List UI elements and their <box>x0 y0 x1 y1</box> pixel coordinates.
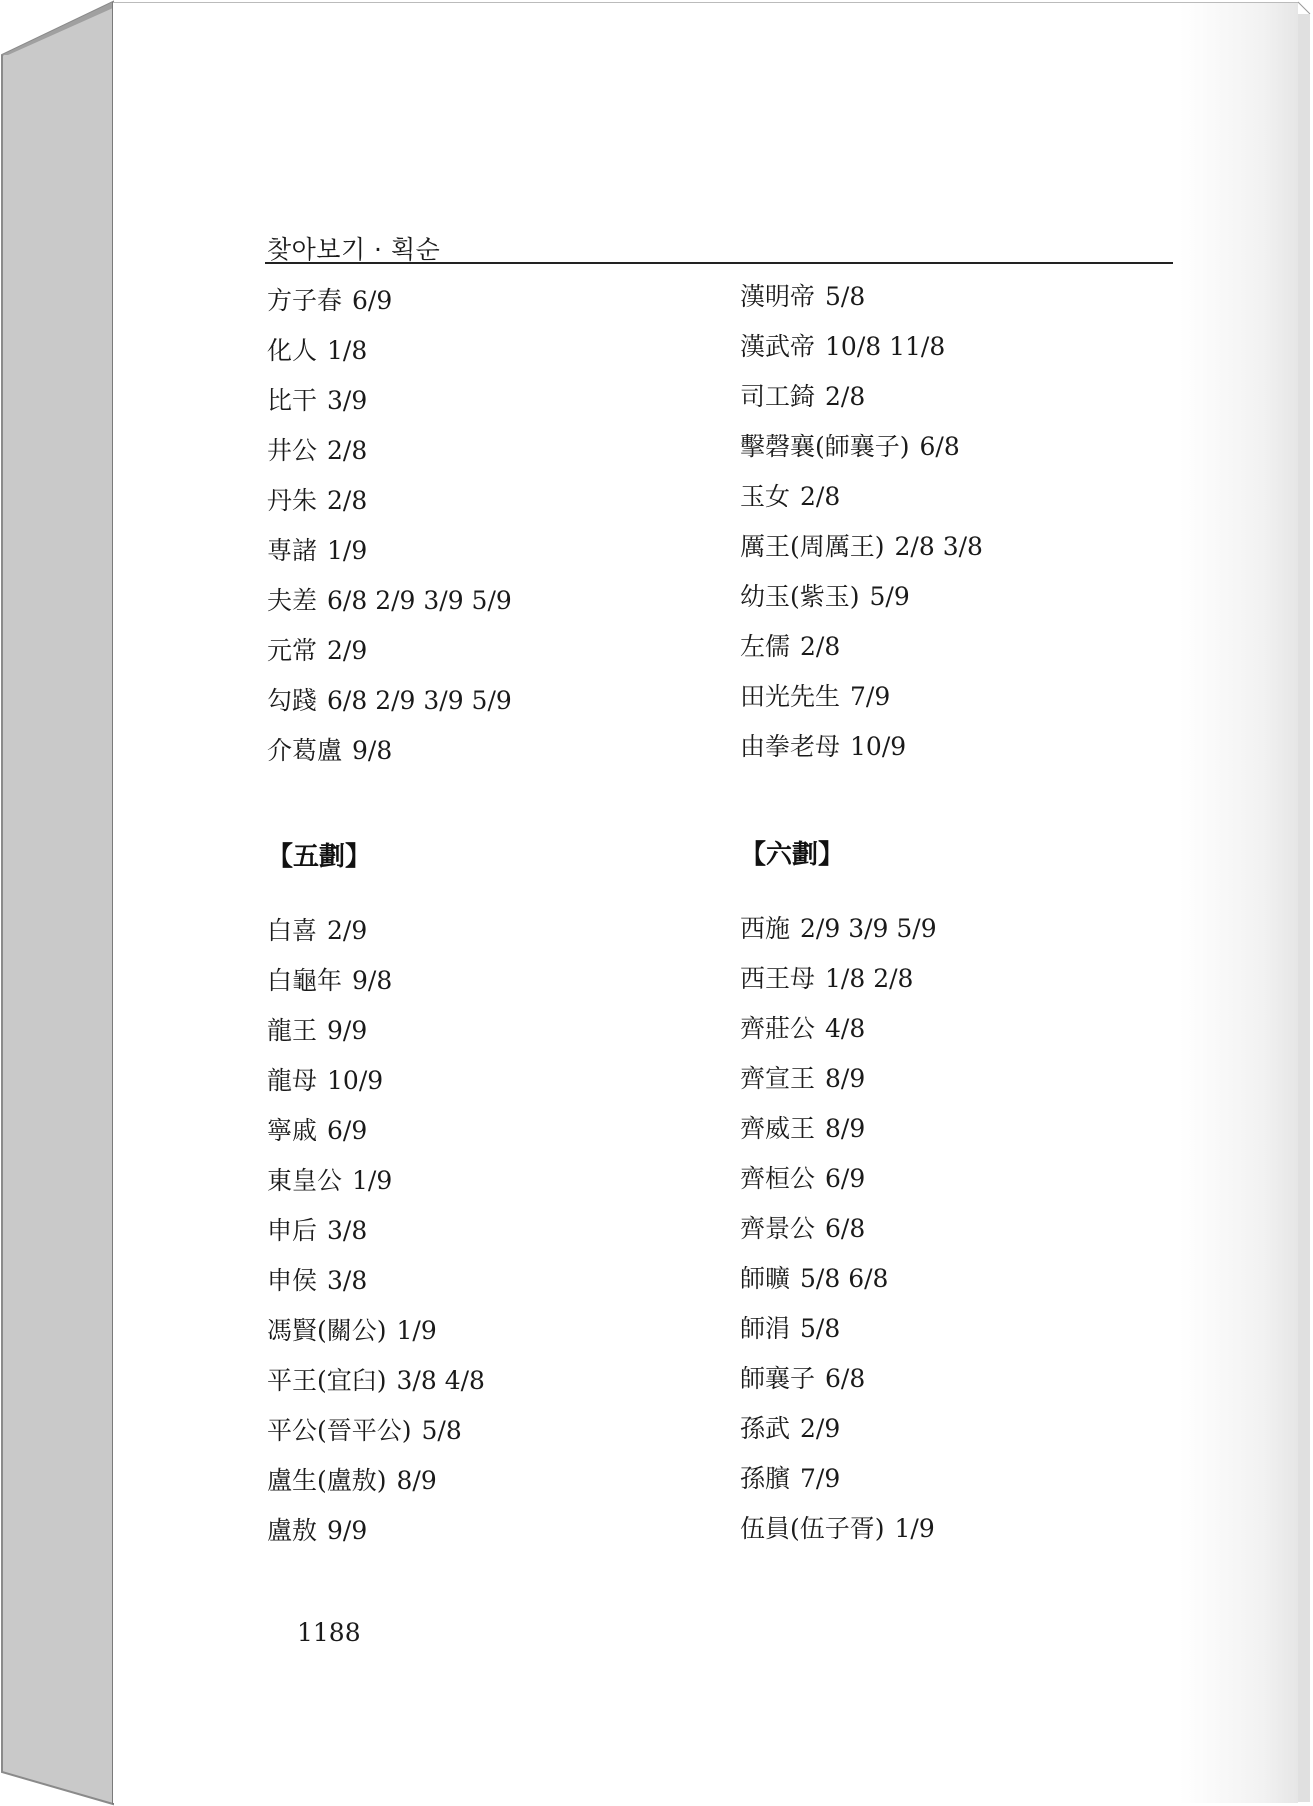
entry-name: 方子春 <box>267 286 343 315</box>
entry-pages: 3/8 <box>327 1266 368 1295</box>
entry-name: 平公(晉平公) <box>267 1416 412 1445</box>
entry-pages: 1/8 2/8 <box>825 964 914 993</box>
index-entry <box>267 686 512 716</box>
section-heading: 【六劃】 <box>740 840 845 870</box>
entry-pages: 6/8 2/9 3/9 5/9 <box>327 586 512 615</box>
entry-pages: 6/9 <box>327 1116 368 1145</box>
index-entry <box>267 1266 367 1296</box>
index-entry <box>267 1466 437 1496</box>
index-entry <box>267 1116 367 1146</box>
entry-name: 元常 <box>267 636 318 665</box>
entry-name: 盧敖 <box>267 1516 318 1545</box>
index-entry <box>267 1216 367 1246</box>
index-entry <box>267 1516 367 1546</box>
entry-name: 夫差 <box>267 586 318 615</box>
entry-pages: 2/8 3/8 <box>894 532 983 561</box>
entry-name: 盧生(盧敖) <box>267 1466 387 1495</box>
entry-pages: 3/8 4/8 <box>396 1366 485 1395</box>
entry-pages: 8/9 <box>396 1466 437 1495</box>
index-entry <box>740 482 840 512</box>
index-entry <box>740 914 937 944</box>
index-entry <box>740 1314 840 1344</box>
entry-name: 齊莊公 <box>740 1014 816 1043</box>
index-entry <box>740 732 906 762</box>
entry-name: 齊宣王 <box>740 1064 816 1093</box>
entry-name: 龍母 <box>267 1066 318 1095</box>
entry-name: 龍王 <box>267 1016 318 1045</box>
entry-pages: 2/8 <box>825 382 866 411</box>
entry-name: 孫臏 <box>740 1464 791 1493</box>
entry-pages: 2/8 <box>327 486 368 515</box>
header-rule <box>265 262 1173 264</box>
index-entry <box>267 1316 437 1346</box>
entry-pages: 10/9 <box>850 732 907 761</box>
entry-name: 丹朱 <box>267 486 318 515</box>
entry-pages: 1/9 <box>352 1166 393 1195</box>
index-entry <box>267 386 367 416</box>
index-entry <box>267 966 392 996</box>
entry-name: 司工錡 <box>740 382 816 411</box>
entry-pages: 8/9 <box>825 1064 866 1093</box>
entry-pages: 5/9 <box>869 582 910 611</box>
entry-pages: 6/8 <box>825 1214 866 1243</box>
index-entry <box>740 682 890 712</box>
entry-pages: 7/9 <box>850 682 891 711</box>
index-entry <box>267 486 367 516</box>
index-entry <box>740 1414 840 1444</box>
entry-pages: 2/9 <box>327 916 368 945</box>
entry-name: 孫武 <box>740 1414 791 1443</box>
entry-name: 西王母 <box>740 964 816 993</box>
entry-pages: 2/8 <box>800 482 841 511</box>
entry-pages: 6/8 <box>825 1364 866 1393</box>
index-entry <box>267 1416 462 1446</box>
entry-name: 左儒 <box>740 632 791 661</box>
index-entry <box>740 1264 888 1294</box>
entry-pages: 6/8 2/9 3/9 5/9 <box>327 686 512 715</box>
index-entry <box>740 1214 865 1244</box>
entry-pages: 6/9 <box>825 1164 866 1193</box>
index-entry <box>267 1016 367 1046</box>
index-entry <box>267 436 367 466</box>
entry-name: 漢明帝 <box>740 282 816 311</box>
entry-name: 玉女 <box>740 482 791 511</box>
index-entry <box>740 1364 865 1394</box>
entry-name: 幼玉(紫玉) <box>740 582 860 611</box>
index-entry <box>740 1164 865 1194</box>
entry-pages: 2/9 <box>800 1414 841 1443</box>
entry-name: 厲王(周厲王) <box>740 532 885 561</box>
entry-pages: 9/9 <box>327 1516 368 1545</box>
entry-pages: 1/9 <box>396 1316 437 1345</box>
entry-name: 齊景公 <box>740 1214 816 1243</box>
entry-pages: 5/8 <box>825 282 866 311</box>
index-entry <box>740 632 840 662</box>
entry-name: 田光先生 <box>740 682 841 711</box>
entry-name: 白龜年 <box>267 966 343 995</box>
index-entry <box>267 286 392 316</box>
entry-name: 介葛盧 <box>267 736 343 765</box>
index-entry <box>267 336 367 366</box>
entry-name: 寧戚 <box>267 1116 318 1145</box>
index-entry <box>740 1464 840 1494</box>
index-entry <box>740 1064 865 1094</box>
index-entry <box>740 432 960 462</box>
entry-pages: 9/8 <box>352 966 393 995</box>
entry-name: 齊桓公 <box>740 1164 816 1193</box>
entry-name: 擊磬襄(師襄子) <box>740 432 910 461</box>
index-entry <box>740 332 945 362</box>
entry-pages: 7/9 <box>800 1464 841 1493</box>
entry-name: 井公 <box>267 436 318 465</box>
index-entry <box>740 1114 865 1144</box>
entry-name: 白喜 <box>267 916 318 945</box>
entry-pages: 5/8 <box>421 1416 462 1445</box>
entry-pages: 3/8 <box>327 1216 368 1245</box>
entry-name: 申侯 <box>267 1266 318 1295</box>
index-entry <box>267 586 512 616</box>
entry-pages: 8/9 <box>825 1114 866 1143</box>
entry-pages: 1/9 <box>327 536 368 565</box>
entry-name: 専諸 <box>267 536 318 565</box>
entry-name: 平王(宜臼) <box>267 1366 387 1395</box>
index-entry <box>267 1166 392 1196</box>
entry-pages: 2/8 <box>800 632 841 661</box>
entry-name: 東皇公 <box>267 1166 343 1195</box>
entry-name: 馮賢(關公) <box>267 1316 387 1345</box>
index-entry <box>267 736 392 766</box>
index-entry <box>267 1366 485 1396</box>
entry-pages: 9/8 <box>352 736 393 765</box>
entry-pages: 1/9 <box>894 1514 935 1543</box>
entry-pages: 1/8 <box>327 336 368 365</box>
entry-name: 伍員(伍子胥) <box>740 1514 885 1543</box>
entry-pages: 4/8 <box>825 1014 866 1043</box>
index-entry <box>740 532 983 562</box>
entry-name: 師曠 <box>740 1264 791 1293</box>
entry-pages: 3/9 <box>327 386 368 415</box>
entry-pages: 2/9 3/9 5/9 <box>800 914 937 943</box>
index-entry <box>740 382 865 412</box>
entry-pages: 6/8 <box>919 432 960 461</box>
index-entry <box>267 636 367 666</box>
entry-name: 師襄子 <box>740 1364 816 1393</box>
entry-name: 漢武帝 <box>740 332 816 361</box>
page-number: 1188 <box>297 1618 361 1647</box>
index-entry <box>267 1066 383 1096</box>
entry-pages: 5/8 6/8 <box>800 1264 889 1293</box>
entry-pages: 10/9 <box>327 1066 384 1095</box>
entry-name: 齊威王 <box>740 1114 816 1143</box>
entry-name: 西施 <box>740 914 791 943</box>
index-entry <box>740 964 913 994</box>
index-entry <box>267 916 367 946</box>
entry-name: 由拳老母 <box>740 732 841 761</box>
index-entry <box>740 582 910 612</box>
entry-pages: 2/8 <box>327 436 368 465</box>
entry-name: 師涓 <box>740 1314 791 1343</box>
entry-name: 比干 <box>267 386 318 415</box>
entry-pages: 9/9 <box>327 1016 368 1045</box>
entry-pages: 6/9 <box>352 286 393 315</box>
entry-name: 勾踐 <box>267 686 318 715</box>
index-entry <box>267 536 367 566</box>
running-header: 찾아보기 · 획순 <box>267 235 441 264</box>
index-entry <box>740 1514 935 1544</box>
section-heading: 【五劃】 <box>267 842 372 872</box>
entry-pages: 2/9 <box>327 636 368 665</box>
index-entry <box>740 1014 865 1044</box>
entry-name: 申后 <box>267 1216 318 1245</box>
entry-pages: 10/8 11/8 <box>825 332 946 361</box>
entry-pages: 5/8 <box>800 1314 841 1343</box>
entry-name: 化人 <box>267 336 318 365</box>
index-entry <box>740 282 865 312</box>
